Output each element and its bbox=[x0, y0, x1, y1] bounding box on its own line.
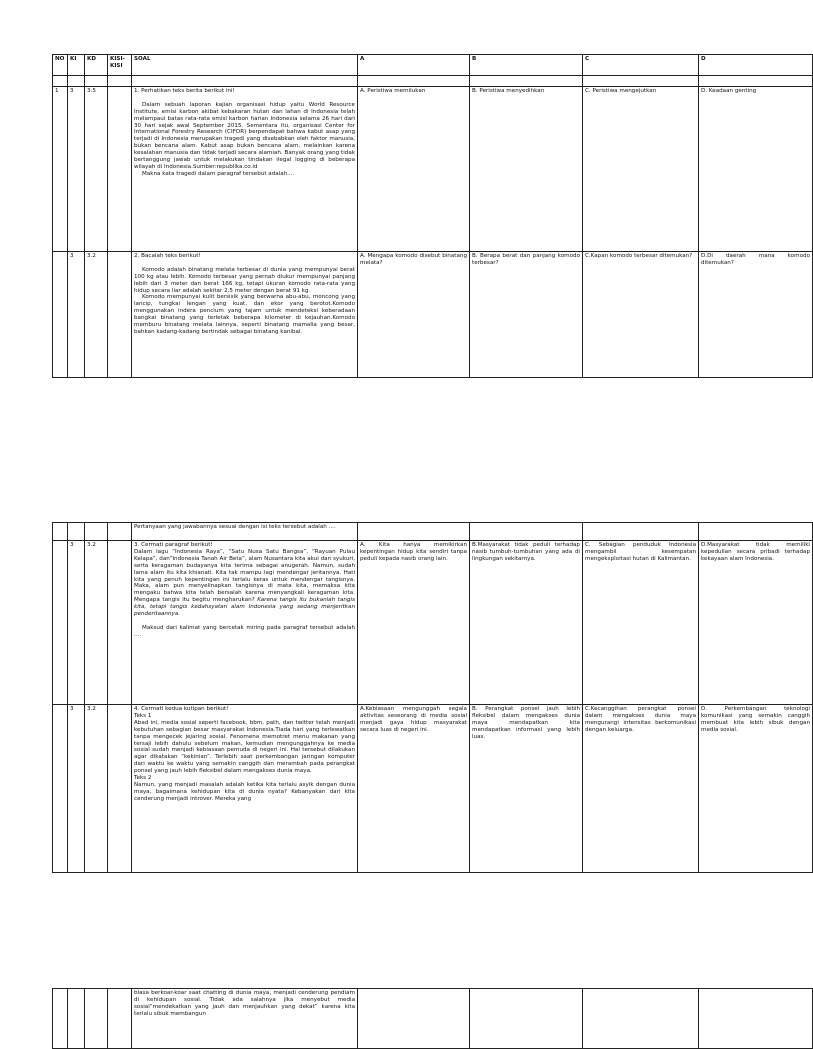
header-b: B bbox=[470, 55, 583, 76]
option-c: C.Kecanggihan perangkat ponsel dalam mengakses dunia maya mengurangi intensitas berkomunikasi dengan keluarga. bbox=[583, 705, 699, 873]
header-kisi: KISI-KISI bbox=[108, 55, 132, 76]
header-ki: KI bbox=[68, 55, 85, 76]
option-b: B. Berapa berat dan panjang komodo terbesar? bbox=[470, 252, 583, 378]
cell-ki: 3 bbox=[68, 705, 85, 873]
soal-line: 1. Perhatikan teks berita berikut ini! bbox=[134, 88, 235, 94]
header-a: A bbox=[358, 55, 470, 76]
soal-italic: Karena tangis itu bukanlah tangis kita, tetapi tangis kedahsyatan alam Indonesia yang sedang menjeritkan penderitaannya. bbox=[134, 597, 355, 618]
soal-line: Maksud dari kalimat yang bercetak miring pada paragraf tersebut adalah .... bbox=[134, 624, 355, 638]
soal-line bbox=[134, 549, 355, 618]
page-2-table bbox=[52, 522, 810, 873]
cell-ki: 3 bbox=[68, 252, 85, 378]
cell-soal: Pertanyaan yang jawabannya sesuai dengan isi teks tersebut adalah .... bbox=[132, 523, 358, 541]
option-d: D. Perkembangan teknologi komunikasi yang semakin canggih membuat kita lebih sibuk dengan media sosial. bbox=[699, 705, 813, 873]
option-d: D.Di daerah mana komodo ditemukan? bbox=[699, 252, 813, 378]
soal-line: 2. Bacalah teks berikut! bbox=[134, 253, 201, 259]
cell-soal: biasa berkoar-koar saat chatting di dunia maya, menjadi cenderung pendiam di kehidupan sosial. Tidak ada salahnya jika menyebut media sosial“mendekatkan yang jauh dan menjauhkan yang dekat” karena kita terlalu sibuk membangun bbox=[132, 989, 358, 1049]
cell-soal bbox=[132, 541, 358, 705]
spacer-row bbox=[53, 76, 813, 87]
option-a: A.Kebiasaan mengunggah segala aktivitas seseorang di media sosial menjadi gaya hidup masyarakat secara luas di negeri ini. bbox=[358, 705, 470, 873]
soal-body: Dalam lagu “Indonesia Raya”, “Satu Nusa Satu Bangsa”, “Rayuan Pulau Kelapa”, dan”Indonesia Tanah Air Beta”, alam Nusantara kita akui dan syukuri, serta keragaman budayanya kita terima sebagai anugerah. Namun, sudah lama alam itu kita khianati. Kita tak mampu lagi mendengar jeritannya. Hati kita yang penuh kepentingan ini terlalu keras untuk mendengar tangisnya. Maka, alam pun menyelinapkan tangisnya di mata kita, memaksa kita mengaku bahwa kita telah bersalah karena menyangkali keragaman kita. Mengapa tangis itu begitu mengharukan? bbox=[134, 548, 355, 604]
cell-soal bbox=[132, 252, 358, 378]
option-b: B.Masyarakat tidak peduli terhadap nasib tumbuh-tumbuhan yang ada di lingkungan sekitarnya. bbox=[470, 541, 583, 705]
cell-ki: 3 bbox=[68, 87, 85, 252]
table-row bbox=[53, 541, 813, 705]
option-c: C. Peristiwa mengejutkan bbox=[583, 87, 699, 252]
option-a: A. Kita hanya memikirkan kepentingan hidup kita sendiri tanpa peduli kepada nasib orang lain. bbox=[358, 541, 470, 705]
cell-kd: 3.5 bbox=[85, 87, 108, 252]
option-d: D.Masyarakat tidak memiliki kepedulian secara pribadi terhadap kekayaan alam Indonesia. bbox=[699, 541, 813, 705]
table-row bbox=[53, 705, 813, 873]
cell-soal bbox=[132, 705, 358, 873]
header-no: NO bbox=[53, 55, 68, 76]
soal-line: Makna kata tragedi dalam paragraf tersebut adalah.... bbox=[142, 170, 295, 177]
option-c: C. Sebagian penduduk Indonesia mengambil kesempatan mengeksploitasi hutan di Kalimantan. bbox=[583, 541, 699, 705]
cell-kisi bbox=[108, 87, 132, 252]
table-row bbox=[53, 523, 813, 541]
header-soal: SOAL bbox=[132, 55, 358, 76]
table-row bbox=[53, 989, 813, 1049]
option-b: B. Perangkat ponsel jauh lebih fleksibel dalam mengakses dunia maya mendapatkan kita mendapatkan informasi yang lebih luas. bbox=[470, 705, 583, 873]
option-a: A. Peristiwa memilukan bbox=[358, 87, 470, 252]
header-c: C bbox=[583, 55, 699, 76]
soal-line: 4. Cermati kedua kutipan berikut! bbox=[134, 706, 229, 712]
cell-no bbox=[53, 252, 68, 378]
option-c: C.Kapan komodo terbesar ditemukan? bbox=[583, 252, 699, 378]
cell-soal bbox=[132, 87, 358, 252]
option-a: A. Mengapa komodo disebut binatang melata? bbox=[358, 252, 470, 378]
cell-kd: 3.2 bbox=[85, 705, 108, 873]
soal-line: Teks 2 bbox=[134, 775, 152, 782]
table-row bbox=[53, 252, 813, 378]
soal-line: Teks 1 bbox=[134, 712, 152, 719]
cell-ki: 3 bbox=[68, 541, 85, 705]
header-kd: KD bbox=[85, 55, 108, 76]
option-b: B. Peristiwa menyedihkan bbox=[470, 87, 583, 252]
soal-line: Komodo mempunyai kulit bersisik yang berwarna abu-abu, moncong yang lancip, tungkai lengan yang kuat, dan ekor yang berotot.Komodo menggunakan indera pencium yang tajam untuk mendeteksi keberadaan bangkai binatang yang terletak beberapa kilometer di kejauhan.Komodo memburu binatang melata lainnya, seperti binatang mamalia yang besar, bahkan kadang-kadang bertindak sebagai binatang kanibal. bbox=[134, 294, 355, 335]
header-d: D bbox=[699, 55, 813, 76]
page-1-table bbox=[52, 54, 810, 378]
soal-line: Abad ini, media sosial seperti facebook, bbm, path, dan twitter telah menjadi kebutuhan sebagian besar masyarakat Indonesia.Tiada hari yang terlewatkan tanpa mengecek jejaring sosial. Fenomena memotret menu makanan yang tersaji lebih dahulu sebelum makan, kemudian mengunggahnya ke media sosial sudah menjadi kebiasaan pemuda di negeri ini. Hal tersebut dilakukan agar dikatakan “kekinian”. Terlebih saat perkembangan jaringan komputer dari waktu ke waktu yang semakin canggih dan merambah pada perangkat ponsel yang jauh lebih fleksibel dalam mengakses dunia maya. bbox=[134, 719, 355, 775]
option-d: D. Keadaan genting bbox=[699, 87, 813, 252]
soal-line: Namun, yang menjadi masalah adalah ketika kita terlalu asyik dengan dunia maya, bagaimana kehidupan kita di dunia nyata? Kebanyakan dari kita cenderung menjadi introver. Mereka yang bbox=[134, 781, 355, 802]
soal-line: Komodo adalah binatang melata terbesar di dunia yang mempunyai berat 100 kg atau lebih. Komodo terbesar yang pernah diukur mempunyai panjang lebih dari 3 meter dan berat 166 kg, tetapi ukuran komodo rata-rata yang hidup secara liar adalah sekitar 2,5 meter dengan berat 91 kg. bbox=[134, 266, 355, 294]
cell-no: 1 bbox=[53, 87, 68, 252]
soal-line bbox=[134, 95, 355, 102]
page-3-table bbox=[52, 988, 768, 1049]
table-row bbox=[53, 87, 813, 252]
cell-kd: 3.2 bbox=[85, 541, 108, 705]
cell-kisi bbox=[108, 252, 132, 378]
soal-line: Dalam sebuah laporan kajian organisasi hidup yaitu World Resource Institute, emisi karbon akibat kebakaran hutan dan lahan di Indonesia telah melampaui batas rata-rata emisi karbon harian Indonesia selama 26 hari dari 30 hari sejak awal September 2015. Sementara itu, organisasi Center for International Forestry Research (CIFOR) berpendapat bahwa kabut asap yang terjadi di Indonesia merupakan tragedi yang disebabkan oleh faktor manusia, bukan bencana alam. Kabut asap bukan bencana alam, melainkan karena kesalahan manusia dan tidak terjadi secara alamiah. Banyak orang yang tidak bertanggung jawab untuk melakukan tindakan ilegal logging di beberapa wilayah di Indonesia.Sumber:republika.co.id bbox=[134, 101, 355, 170]
soal-line bbox=[134, 260, 355, 267]
cell-kd: 3.2 bbox=[85, 252, 108, 378]
soal-line: 3. Cermati paragraf berikut! bbox=[134, 542, 213, 548]
header-row bbox=[53, 55, 813, 76]
